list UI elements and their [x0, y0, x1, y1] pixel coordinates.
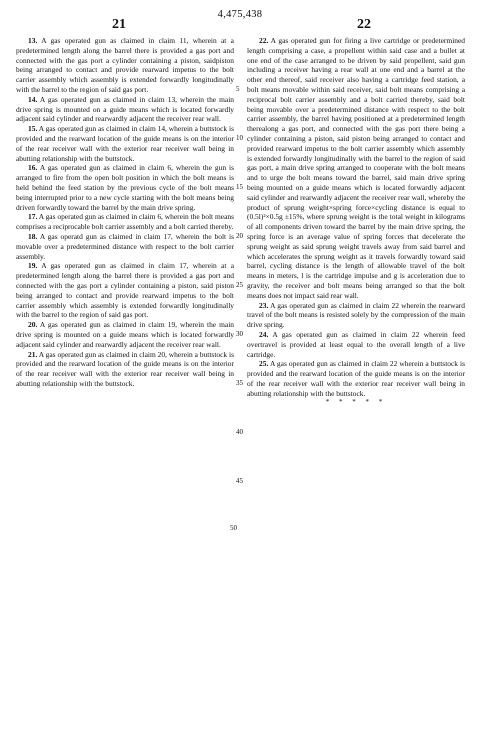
line-number: 45	[236, 477, 243, 485]
claim-paragraph	[16, 95, 234, 124]
claim-number: 18.	[28, 231, 38, 241]
claim-text: A gas operated gun as claimed in claim 13, wherein the main drive spring is mounted on a guide means which is located forwardly adjacent said cylinder and rearwardly adjacent the receiver rear wall.	[16, 94, 234, 124]
end-of-claims-marker: * * * * *	[325, 398, 387, 407]
line-number: 35	[236, 379, 243, 387]
right-column-number: 22	[357, 17, 371, 32]
claim-paragraph	[16, 124, 234, 163]
claim-text: A gas operated gun for firing a live cartridge or predetermined length comprising a case, a propellent within said case and a bullet at one end of the case arranged to be driven by said propellent, said gun including a receiver having a rear wall at one end and a barrel at the other end thereof, said receiver also having a cartridge feed station, a bolt means movable within said receiver, said bolt means comprising a reciprocal bolt carrier assembly and a bolt carried thereby, said bolt being movable over a predetermined distance with respect to the bolt carrier assembly, the barrel having positioned at a predetermined length therealong a gas port, and connected with the gas port there being a cylinder containing a piston, said piston being arranged to contact and provided rearward impetus to the bolt carrier assembly which assembly is extended forwardly longitudinally with the barrel to the region of said gas port, a main drive spring arranged to cooperate with the bolt means and to urge the bolt means toward the barrel, said main drive spring being mounted on a guide means which is located forwardly adjacent said cylinder and rearwardly adjacent the receiver rear wall, whereby the product of sprung weight×spring force×cycling distance is equal to (0.5l)²×0.5g ±15%, where sprung weight is the total weight in kilograms of all components driven toward the barrel by the main drive spring, the spring force is an average value of spring forces that decelerate the sprung weight as said sprung weight travels away from said barrel and which accelerates the sprung weight as it travels forwardly toward said barrel, cycling distance is the length of allowable travel of the bolt means in meters, l is the cartridge impulse and g is acceleration due to gravity, the receiver and bolt means being arranged so that the bolt means does not impact said rear wall.	[247, 36, 465, 300]
claim-text: A gas operated gun as claimed in claim 14, wherein a buttstock is provided and the rearward location of the guide means is on the interior of the rear receiver wall with the exterior rear receiver wall being in abutting relationship with the buttstock.	[16, 124, 234, 163]
claim-number: 19.	[28, 261, 38, 271]
claim-paragraph	[16, 36, 234, 95]
claim-paragraph	[16, 261, 234, 320]
left-column-number: 21	[112, 17, 126, 32]
claim-number: 17.	[28, 212, 38, 222]
line-number: 15	[236, 183, 243, 191]
claim-number: 15.	[28, 124, 38, 134]
claim-text: A gas operated gun as claimed in claim 22 wherein a buttstock is provided and the rearward location of the guide means is on the interior of the rear receiver wall with the exterior rear receiver wall being in abutting relationship with the buttstock.	[247, 359, 465, 398]
claim-paragraph	[247, 36, 465, 301]
claim-text: A gas operated gun as claimed in claim 6, wherein the gun is arranged to fire from the open bolt position in which the bolt means is held behind the feed station by the previous cycle of the bolt means being interrupted prior to a new cycle starting with the bolt means being driven forwardly toward the barrel by the main drive spring.	[16, 163, 234, 212]
claim-number: 23.	[259, 300, 269, 310]
left-claims-column	[16, 36, 234, 389]
claim-number: 24.	[259, 329, 269, 339]
claim-text: A gas operatd gun as claimed in claim 17, wherein the bolt is movable over a predetermined distance with respect to the bolt carrier assembly.	[16, 231, 235, 261]
claim-text: A gas operated gun as claimed in claim 22 wherein feed overtravel is provided at least equal to the overall length of a live cartridge.	[247, 329, 465, 359]
claim-number: 16.	[28, 163, 38, 173]
claim-paragraph	[16, 163, 234, 212]
claim-number: 22.	[259, 36, 269, 45]
claim-number: 13.	[28, 36, 38, 45]
claim-paragraph	[16, 320, 234, 349]
line-number: 10	[236, 134, 243, 142]
claim-number: 20.	[28, 320, 38, 330]
claim-paragraph	[247, 301, 465, 330]
line-number: 25	[236, 281, 243, 289]
line-number: 5	[236, 85, 240, 93]
claim-paragraph	[247, 330, 465, 359]
claim-number: 25.	[259, 359, 269, 369]
claim-paragraph	[247, 359, 465, 398]
claim-paragraph	[16, 232, 234, 261]
right-claims-column	[247, 36, 465, 408]
claim-text: A gas operated gun as claimed in claim 19, wherein the main drive spring is mounted on a guide means which is located forwardly adjacent said cylinder and rearwardly adjacent the receiver rear wall.	[16, 320, 234, 349]
claim-paragraph	[16, 350, 234, 389]
line-number: 30	[236, 330, 243, 338]
patent-number: 4,475,438	[217, 9, 263, 20]
line-number: 20	[236, 232, 243, 240]
claim-text: A gas operated gun as claimed in claim 22 wherein the rearward travel of the bolt means is resisted solely by the compression of the main drive spring.	[247, 300, 466, 330]
line-number: 40	[236, 428, 243, 436]
claim-text: A gas operated gun as claimed in claim 11, wherein at a predetermined length along the barrel there is provided a gas port and connected with the gas port a cylinder containing a piston, saidpiston being arranged to contact and provide rearward impetus to the bolt carrier assembly which assembly is extended forwardly longitudinally with the barrel to the region of said gas port.	[16, 36, 234, 94]
claim-text: A gas operated gun as claimed in claim 6, wherein the bolt means comprises a reciprocable bolt carrier assembly and a bolt carried thereby.	[16, 212, 234, 232]
claim-text: A gas operated gun as claimed in claim 17, wherein at a predetermined length along the barrel there is provided a gas port and connected with the gas port a cylinder containing a piston, said piston being arranged to contact and provide rearward impetus to the bolt carrier assembly which assembly is extended forwardly longitudinally with the barrel to the region of said gas port.	[16, 261, 235, 320]
line-number-footer: 50	[230, 524, 237, 532]
claim-text: A gas operated gun as claimed in claim 20, wherein a buttstock is provided and the rearward location of the guide means is on the interior of the rear receiver wall with the exterior rear receiver wall being in abutting relationship with the buttstock.	[16, 349, 234, 388]
claim-number: 14.	[28, 94, 38, 104]
claim-paragraph	[16, 212, 234, 232]
claim-number: 21.	[28, 349, 38, 359]
